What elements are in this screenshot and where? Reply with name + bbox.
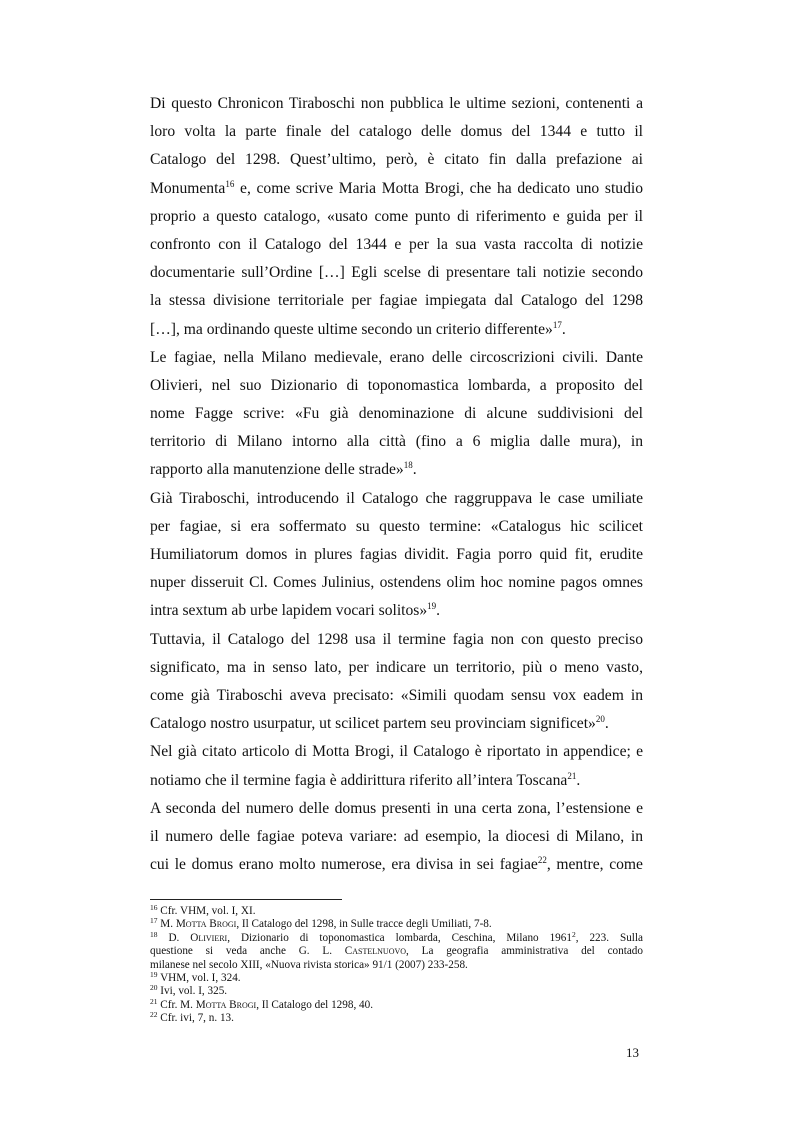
footnote-line [150,959,643,972]
text-line [150,767,643,795]
text-run: proprio a questo catalogo, «usato come punto di riferimento e guida per il [150,207,643,225]
text-line [150,682,643,710]
text-run: il numero delle fagiae poteva variare: ad esempio, la diocesi di Milano, in [150,827,643,845]
text-run: Ivi, vol. I, 325. [157,985,228,998]
footnote-line [150,945,643,958]
text-run: documentarie sull’Ordine […] Egli scelse di presentare tali notizie secondo [150,264,643,282]
page-number: 13 [626,1045,639,1060]
text-run: […], ma ordinando queste ultime secondo un criterio differente» [150,320,553,338]
text-run: Di questo Chronicon Tiraboschi non pubblica le ultime sezioni, contenenti a [150,95,643,112]
footnote-ref: 22 [150,1010,158,1020]
text-run: Tuttavia, il Catalogo del 1298 usa il termine fagia non con questo preciso [150,630,643,648]
text-run: e, come scrive Maria Motta Brogi, che ha dedicato uno studio [234,179,643,197]
text-line [150,456,643,484]
footnote-line [150,985,643,998]
text-run: significato, ma in senso lato, per indicare un territorio, più o meno vasto, [150,658,643,676]
text-line [150,400,643,428]
text-line [150,710,643,738]
text-run: Cfr. M. M [157,998,206,1011]
text-line [150,541,643,569]
footnote-line [150,972,643,985]
text-run: , Il Catalogo del 1298, in Sulle tracce degli Umiliati, 7-8. [236,918,492,931]
text-line [150,231,643,259]
text-run: la stessa divisione territoriale per fagiae impiegata dal Catalogo del 1298 [150,292,643,310]
footnote-separator [150,899,342,900]
footnote-ref: 20 [595,714,605,725]
text-line [150,569,643,597]
text-run: . [412,461,417,479]
text-run: . [604,715,609,733]
footnote-ref: 21 [150,996,158,1006]
text-line [150,90,643,118]
text-run: . [576,771,581,789]
text-run: confronto con il Catalogo del 1344 e per la sua vasta raccolta di notizie [150,235,643,253]
text-run: . [561,320,566,338]
text-run: Cfr. ivi, 7, n. 13. [157,1012,234,1025]
body-text [150,90,643,879]
footnotes [150,905,643,1026]
small-caps-text: otta [185,918,207,931]
text-run: . [436,602,441,620]
text-run: Le fagiae, nella Milano medievale, erano delle circoscrizioni civili. Dante [150,348,643,366]
footnote-line [150,929,643,945]
footnote-ref: 17 [150,916,158,926]
footnote-ref: 18 [150,929,158,939]
text-line [150,118,643,146]
text-line [150,823,643,851]
text-line [150,513,643,541]
footnote-ref: 21 [567,770,577,781]
text-line [150,259,643,287]
footnote-ref: 20 [150,983,158,993]
footnote-line [150,996,643,1012]
text-run: milanese nel secolo XIII, «Nuova rivista storica» 91/1 (2007) 233-258. [150,958,468,971]
text-run: A seconda del numero delle domus presenti in una certa zona, l’estensione e [150,799,643,817]
text-run: questione si veda anche G. L. C [150,945,353,958]
text-line [150,372,643,400]
text-run: notiamo che il termine fagia è addirittura riferito all’intera Toscana [150,771,568,789]
text-run: loro volta la parte finale del catalogo delle domus del 1344 e tutto il [150,123,643,141]
text-line [150,795,643,823]
text-line [150,344,643,372]
text-line [150,316,643,344]
text-run: M. M [157,918,186,931]
text-run: D. O [157,931,199,944]
text-run: nome Fagge scrive: «Fu già denominazione di alcune suddivisioni del [150,405,643,423]
footnote-ref: 16 [150,903,158,912]
footnote-ref: 19 [427,601,437,612]
text-run: , 223. Sulla [575,931,643,944]
text-run: Catalogo nostro usurpatur, ut scilicet partem seu provinciam significet» [150,715,596,733]
small-caps-text: astelnuovo [352,945,407,958]
text-line [150,654,643,682]
text-run: , Dizionario di toponomastica lombarda, Ceschina, Milano 1961 [227,931,572,944]
text-run: Già Tiraboschi, introducendo il Catalogo che raggruppava le case umiliate [150,489,643,507]
text-line [150,428,643,456]
text-run: cui le domus erano molto numerose, era divisa in sei fagiae [150,856,538,874]
footnote-ref: 18 [403,460,413,471]
text-line [150,485,643,513]
small-caps-text: livieri [198,931,228,944]
text-run: nuper disseruit Cl. Comes Julinius, ostendens olim hoc nomine pagos omnes [150,574,643,592]
text-run: Catalogo del 1298. Quest’ultimo, però, è citato fin dalla prefazione ai [150,151,643,169]
text-run: VHM, vol. I, 324. [157,972,241,985]
small-caps-text: rogi [236,998,257,1011]
text-line [150,175,643,203]
text-line [150,287,643,315]
text-run: Monumenta [150,179,226,197]
small-caps-text: otta [205,998,227,1011]
footnote-ref: 2 [571,929,576,939]
text-run: rapporto alla manutenzione delle strade» [150,461,404,479]
footnote-line [150,918,643,931]
footnote-line [150,1012,643,1025]
text-run: B [206,918,217,931]
text-run: , La geografia amministrativa del contado [406,945,643,958]
footnote-ref: 16 [225,178,235,189]
footnote-ref: 17 [552,319,562,330]
text-run: Nel già citato articolo di Motta Brogi, il Catalogo è riportato in appendice; e [150,743,643,761]
text-line [150,626,643,654]
text-run: Cfr. VHM, vol. I, XI. [157,905,256,917]
text-line [150,146,643,174]
text-line [150,738,643,766]
text-run: , mentre, come [546,856,643,874]
text-run: B [226,998,237,1011]
footnote-line [150,905,643,918]
text-run: Olivieri, nel suo Dizionario di toponomastica lombarda, a proposito del [150,376,643,394]
text-run: per fagiae, si era soffermato su questo termine: «Catalogus hic scilicet [150,517,643,535]
text-line [150,851,643,879]
text-run: Humiliatorum domos in plures fagias dividit. Fagia porro quid fit, erudite [150,546,643,563]
text-run: intra sextum ab urbe lapidem vocari solitos» [150,602,428,620]
footnote-ref: 22 [537,855,547,866]
text-line [150,597,643,625]
text-run: territorio di Milano intorno alla città (fino a 6 miglia dalle mura), in [150,433,643,451]
text-line [150,203,643,231]
small-caps-text: rogi [216,918,237,931]
text-run: come già Tiraboschi aveva precisato: «Simili quodam sensu vox eadem in [150,686,643,704]
text-run: , Il Catalogo del 1298, 40. [256,998,374,1011]
footnote-ref: 19 [150,970,158,980]
